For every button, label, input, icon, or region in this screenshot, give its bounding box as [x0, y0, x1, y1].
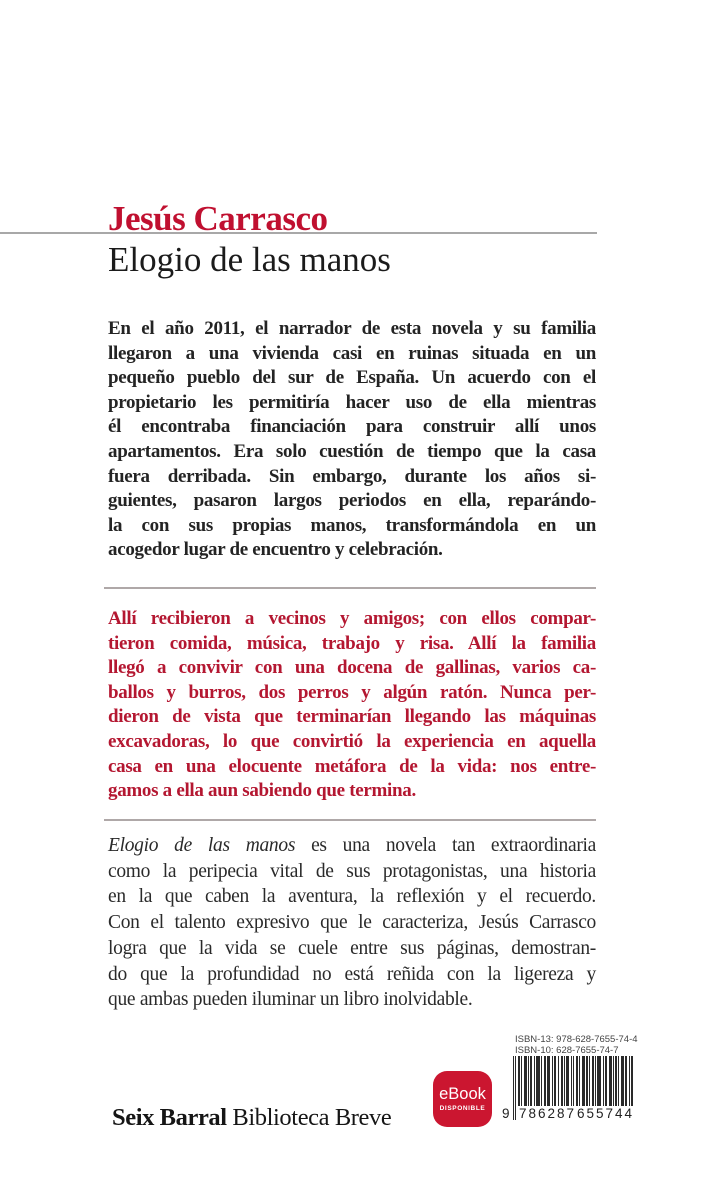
barcode-bar: [544, 1056, 546, 1106]
synopsis-paragraph-2-red: [108, 607, 596, 804]
barcode-bar: [513, 1056, 514, 1120]
barcode-bar: [615, 1056, 617, 1106]
text-line: en la que caben la aventura, la reflexión y el recuerdo.: [108, 886, 596, 908]
book-title: Elogio de las manos: [108, 240, 391, 279]
barcode-bar: [515, 1056, 516, 1120]
barcode-bar: [597, 1056, 601, 1106]
text-line: la con sus propias manos, transformándola en un: [108, 514, 596, 536]
barcode-bar: [613, 1056, 614, 1106]
barcode-bar: [564, 1056, 565, 1106]
barcode-bar: [521, 1056, 522, 1106]
barcode-bar: [605, 1056, 607, 1106]
barcode-bar: [561, 1056, 563, 1106]
barcode-bar: [566, 1056, 569, 1106]
synopsis-paragraph-1: [108, 317, 596, 563]
text-line: excavadoras, lo que convirtió la experiencia en aquella: [108, 730, 596, 752]
text-line: tieron comida, música, trabajo y risa. Allí la familia: [108, 632, 596, 654]
barcode-bar: [579, 1056, 580, 1106]
text-line: él encontraba financiación para construir allí unos: [108, 416, 596, 438]
text-line: dieron de vista que terminarían llegando las máquinas: [108, 706, 596, 728]
text-line: Allí recibieron a vecinos y amigos; con ellos compar-: [108, 608, 596, 629]
isbn13-line: ISBN-13: 978-628-7655-74-4: [515, 1034, 638, 1045]
text-line: ballos y burros, dos perros y algún ratón. Nunca per-: [108, 681, 596, 703]
barcode-bar: [625, 1056, 627, 1106]
text-line: pequeño pueblo del sur de España. Un acuerdo con el: [108, 367, 596, 389]
barcode-digit-9: 9: [502, 1106, 510, 1121]
publisher-imprint: Seix Barral: [112, 1104, 227, 1131]
separator-rule-1: [104, 587, 596, 589]
separator-rule-2: [104, 819, 596, 821]
barcode-bar: [530, 1056, 532, 1106]
review-paragraph: [108, 833, 596, 1013]
text-line: como la peripecia vital de sus protagonistas, una historia: [108, 860, 596, 882]
text-line: propietario les permitiría hacer uso de ella mientras: [108, 391, 596, 413]
publisher-collection: Biblioteca Breve: [232, 1104, 392, 1131]
text-line: En el año 2011, el narrador de esta novela y su familia: [108, 318, 596, 339]
barcode-bar: [586, 1056, 588, 1106]
barcode-bar: [554, 1056, 556, 1106]
ebook-badge-label: eBook: [439, 1084, 486, 1103]
isbn10-line: ISBN-10: 628-7655-74-7: [515, 1045, 619, 1056]
text-line: guientes, pasaron largos periodos en ella, reparándo-: [108, 490, 596, 512]
text-line: fuera derribada. Sin embargo, durante los años si-: [108, 465, 596, 487]
barcode-bar: [592, 1056, 594, 1106]
author-name: Jesús Carrasco: [108, 199, 328, 238]
barcode-bar: [528, 1056, 529, 1106]
barcode-bar: [589, 1056, 590, 1106]
ebook-available-badge: [433, 1071, 492, 1127]
text-line: llegó a convivir con una docena de gallinas, varios ca-: [108, 657, 596, 679]
text-line: Elogio de las manos es una novela tan extraordinaria: [108, 835, 596, 856]
barcode-bar: [518, 1056, 520, 1106]
text-line: que ambas pueden iluminar un libro inolvidable.: [108, 989, 473, 1011]
barcode-bar: [524, 1056, 527, 1106]
barcode-digits-right-group: 655744: [577, 1106, 635, 1121]
barcode-bar: [547, 1056, 550, 1106]
text-line: Con el talento expresivo que le caracteriza, Jesús Carrasco: [108, 912, 596, 934]
barcode-bar: [618, 1056, 619, 1106]
barcode-bar: [558, 1056, 559, 1106]
barcode-digits-left-group: 786287: [519, 1106, 577, 1121]
barcode-bar: [536, 1056, 540, 1106]
text-line: casa en una elocuente metáfora de la vida: nos entre-: [108, 755, 596, 777]
isbn-numbers: [515, 1034, 638, 1056]
barcode-bar: [609, 1056, 612, 1106]
barcode-bar: [595, 1056, 596, 1106]
ebook-badge-sublabel: DISPONIBLE: [439, 1104, 486, 1112]
text-line: logra que la vida se cuele entre sus páginas, demostran-: [108, 937, 596, 959]
barcode: [502, 1056, 640, 1122]
barcode-bar: [621, 1056, 624, 1106]
barcode-bar: [534, 1056, 535, 1106]
barcode-bar: [541, 1056, 542, 1106]
text-line: llegaron a una vivienda casi en ruinas situada en un: [108, 342, 596, 364]
barcode-bar: [576, 1056, 578, 1106]
text-line: apartamentos. Era solo cuestión de tiempo que la casa: [108, 440, 596, 462]
barcode-bar: [582, 1056, 585, 1106]
barcode-bar: [552, 1056, 553, 1106]
text-line: do que la profundidad no está reñida con la ligereza y: [108, 963, 596, 985]
publisher-logotype: [112, 1104, 391, 1132]
text-line: acogedor lugar de encuentro y celebración.: [108, 539, 443, 561]
text-line: gamos a ella aun sabiendo que termina.: [108, 780, 416, 802]
barcode-bar: [603, 1056, 604, 1106]
